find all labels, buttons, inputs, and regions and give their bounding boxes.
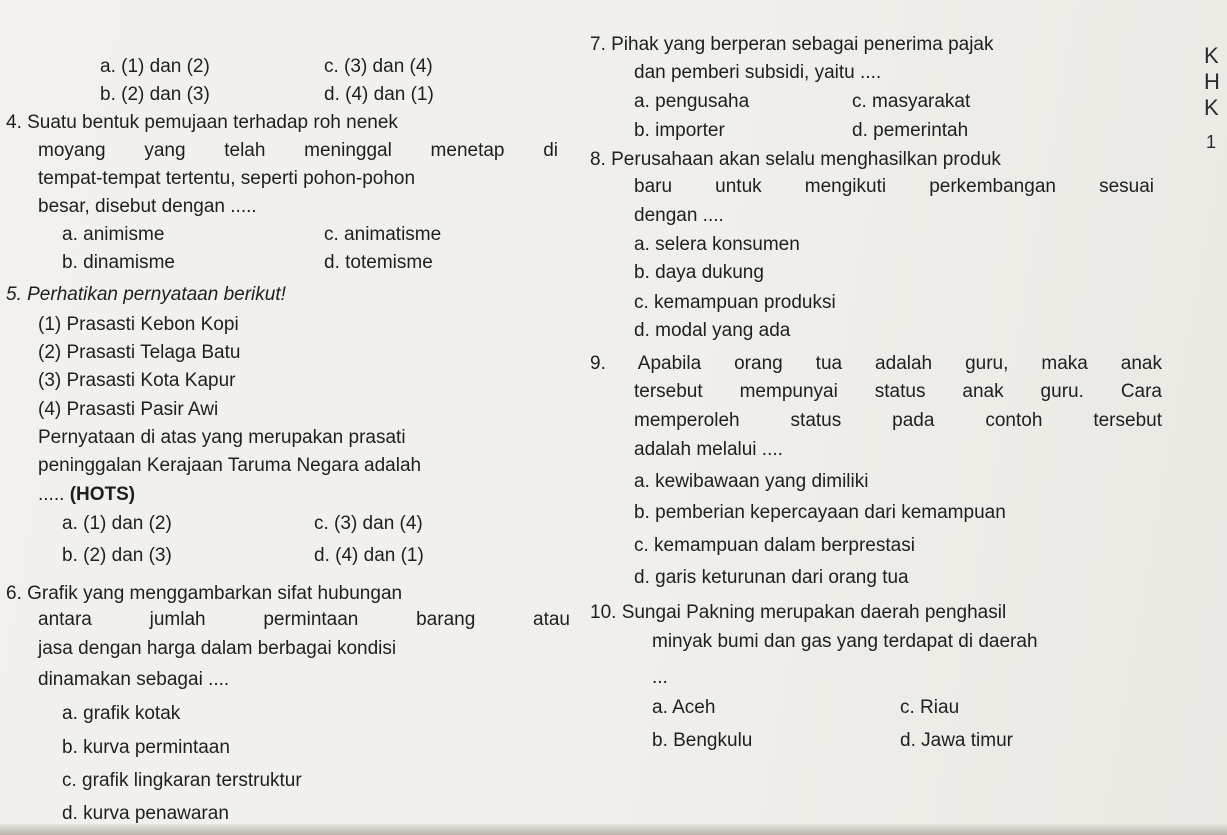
q10-option-a: a. Aceh — [652, 697, 716, 718]
q9-text-line4: adalah melalui .... — [634, 439, 783, 460]
q6-text-line1: 6. Grafik yang menggambarkan sifat hubungan — [6, 583, 403, 604]
q6-option-c: c. grafik lingkaran terstruktur — [62, 770, 302, 791]
q4-text-line3: tempat-tempat tertentu, seperti pohon-pohon — [38, 168, 416, 189]
q10-option-d: d. Jawa timur — [900, 730, 1013, 751]
q8-text-line3: dengan .... — [634, 205, 724, 226]
q6-text-line2: antara jumlah permintaan barang atau — [38, 609, 570, 630]
q9-option-a: a. kewibawaan yang dimiliki — [634, 471, 869, 492]
q3-option-c: c. (3) dan (4) — [324, 56, 433, 77]
q9-option-b: b. pemberian kepercayaan dari kemampuan — [634, 502, 1006, 523]
q9-text-line1: 9. Apabila orang tua adalah guru, maka anak — [590, 353, 1162, 374]
q7-option-a: a. pengusaha — [634, 91, 750, 112]
q5-dots: ..... — [38, 484, 65, 505]
q4-option-d: d. totemisme — [324, 252, 433, 273]
q8-text-line1: 8. Perusahaan akan selalu menghasilkan produk — [590, 149, 1001, 170]
q4-text-line4: besar, disebut dengan ..... — [38, 196, 257, 217]
q10-text-line3: ... — [652, 667, 668, 688]
q4-option-b: b. dinamisme — [62, 252, 175, 273]
q7-text-line1: 7. Pihak yang berperan sebagai penerima pajak — [590, 34, 994, 55]
edge-letter-k2: K — [1204, 95, 1219, 120]
q5-item-3: (3) Prasasti Kota Kapur — [38, 370, 236, 391]
q5-item-2: (2) Prasasti Telaga Batu — [38, 342, 241, 363]
q5-text-line2: Pernyataan di atas yang merupakan prasati — [38, 427, 406, 448]
q4-option-c: c. animatisme — [324, 224, 442, 245]
edge-digit-1: 1 — [1206, 132, 1217, 152]
q8-option-b: b. daya dukung — [634, 262, 764, 283]
q6-text-line4: dinamakan sebagai .... — [38, 669, 230, 690]
q5-item-1: (1) Prasasti Kebon Kopi — [38, 314, 239, 335]
q7-option-c: c. masyarakat — [852, 91, 971, 112]
q8-option-d: d. modal yang ada — [634, 320, 791, 341]
q6-option-d: d. kurva penawaran — [62, 803, 229, 824]
q9-option-d: d. garis keturunan dari orang tua — [634, 567, 909, 588]
q8-option-c: c. kemampuan produksi — [634, 292, 836, 313]
q6-option-b: b. kurva permintaan — [62, 737, 230, 758]
q8-option-a: a. selera konsumen — [634, 234, 800, 255]
q10-text-line2: minyak bumi dan gas yang terdapat di daerah — [652, 631, 1038, 652]
q3-option-d: d. (4) dan (1) — [324, 84, 434, 105]
q10-option-c: c. Riau — [900, 697, 960, 718]
q5-option-b: b. (2) dan (3) — [62, 545, 172, 566]
q5-text-line3: peninggalan Kerajaan Taruma Negara adalah — [38, 455, 422, 476]
q5-item-4: (4) Prasasti Pasir Awi — [38, 399, 219, 420]
q7-option-b: b. importer — [634, 120, 725, 141]
q5-option-a: a. (1) dan (2) — [62, 513, 172, 534]
q4-option-a: a. animisme — [62, 224, 165, 245]
q6-option-a: a. grafik kotak — [62, 703, 181, 724]
q6-text-line3: jasa dengan harga dalam berbagai kondisi — [38, 638, 397, 659]
q9-option-c: c. kemampuan dalam berprestasi — [634, 535, 915, 556]
q5-option-d: d. (4) dan (1) — [314, 545, 424, 566]
q10-text-line1: 10. Sungai Pakning merupakan daerah penghasil — [590, 602, 1007, 623]
q3-option-b: b. (2) dan (3) — [100, 84, 210, 105]
edge-letter-h: H — [1204, 69, 1220, 94]
q4-text-line1: 4. Suatu bentuk pemujaan terhadap roh nenek — [6, 112, 398, 133]
q10-option-b: b. Bengkulu — [652, 730, 753, 751]
q5-option-c: c. (3) dan (4) — [314, 513, 423, 534]
q5-text-line4 — [38, 484, 135, 506]
q9-text-line2: tersebut mempunyai status anak guru. Cara — [634, 381, 1162, 402]
q3-option-a: a. (1) dan (2) — [100, 56, 210, 77]
edge-letter-k1: K — [1204, 43, 1219, 68]
page-bottom-edge — [0, 824, 1227, 835]
q8-text-line2: baru untuk mengikuti perkembangan sesuai — [634, 176, 1154, 197]
q4-text-line2: moyang yang telah meninggal menetap di — [38, 140, 558, 161]
q7-text-line2: dan pemberi subsidi, yaitu .... — [634, 62, 882, 83]
q7-option-d: d. pemerintah — [852, 120, 969, 141]
q9-text-line3: memperoleh status pada contoh tersebut — [634, 410, 1162, 431]
q5-text-line1: 5. Perhatikan pernyataan berikut! — [6, 284, 286, 305]
hots-label: (HOTS) — [69, 484, 136, 505]
